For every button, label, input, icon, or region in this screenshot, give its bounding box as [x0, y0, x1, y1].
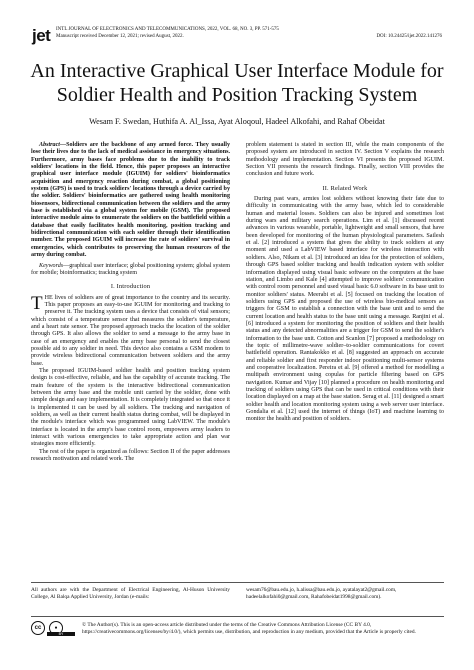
intro-paragraph-1 [31, 292, 230, 368]
keywords-text: graphical user interface; global positioning system; global system for mobile; bioinformatics; tracking system [31, 262, 230, 276]
journal-logo [32, 26, 50, 46]
intro-paragraph-2: The proposed IGUIM-based soldier health and position tracking system design is cost-effective, reliable, and has the capability of accurate tracking. The main feature of the system is the interactive bidirectional communication between the army base and the mobile unit carried by the soldier, done with simple design and easy implementation. It is completely integrated so that once it is implemented it can be used by all soldiers. The tracking and navigation of soldiers, as well as their current health status during combat, will be displayed in the module's interface which was programmed using LabVIEW. The module's interface is located in the army's base control room, empowers army leaders to interact with various emergencies to take appropriate action and plan war strategies more efficiently. [31, 367, 230, 448]
cc-icon: cc [31, 621, 45, 635]
footnote-divider [31, 582, 444, 583]
intro-paragraph-1-text: HE lives of soldiers are of great importance to the country and its security. This paper proposes an easy-to-use IGUIM for monitoring and tracking to preserve it. The tracking system uses a device that consists of vital sensors; which consist of a temperature sensor that measures the soldier's temperature, and a heart rate sensor. The proposed approach tracks the location of the soldier through GPS. It also allows the soldier to send a message to the army base in case of an emergency and enables the army base personal to send the closest possible aid to any soldier in need. This device also contains a GSM modem to provide wireless bidirectional communication between soldiers and the army base. [31, 294, 230, 367]
journal-line: INTL JOURNAL OF ELECTRONICS AND TELECOMMUNICATIONS, 2022, VOL. 68, NO. 3, PP. 571-575 [56, 27, 279, 32]
keywords: Keywords—graphical user interface; global positioning system; global system for mobile; bioinformatics; tracking system [31, 262, 230, 276]
keywords-label: Keywords [39, 262, 64, 269]
doi: DOI: 10.24425/ijet.2022.141276 [376, 34, 442, 39]
intro-paragraph-3: The rest of the paper is organized as follows: Section II of the paper addresses research motivation and related work. The [31, 448, 230, 463]
section-heading-introduction: I. Introduction [110, 283, 151, 291]
paper-title: An Interactive Graphical User Interface Module for Soldier Health and Position Tracking System [30, 60, 444, 106]
related-work-paragraph: During past wars, armies lost soldiers without knowing their fate due to difficulty in communicating with the army base, which led to considerable human and material losses. Soldiers can also be injured and sometimes lost during wars and military search operations. Lim et al. [1] discussed recent advances in various wearable, portable, lightweight and small sensors, that have been developed for monitoring of the human physiological parameters. Sailesh et al. [2] introduced a system that gives the ability to track soldiers at any moment and used a LabVIEW based interface for wireless interaction with soldiers. Also, Nikam et al. [3] introduced an idea for the protection of soldiers, through GPS based soldier tracking and health indication system with soldier information displayed using visual basic software on the computers at the base station, and Limbo and Kale [4] attempted to improve soldiers' communication with control room personnel and used visual basic 6.0 software in its base unit to monitor soldiers' status. Meerabi et al. [5] focused on tracking the location of soldiers using GPS and proposed the use of wireless bio-medical sensors as triggers for GSM to establish a connection with the base unit and to send the current location and health status to the base unit using a message. Ranjini et al. [6] introduced a system for monitoring the position of soldiers and their health status and any detected abnormalities are a trigger for GSM to send the soldier's information to the base unit. Cotton and Scanlon [7] proposed a methodology on the topic of millimetre-wave soldier–to-soldier communications for covert battlefield operation. Rantakokko et al. [8] suggested an approach on accurate and reliable soldier and first responder indoor positioning multi-sensor systems and cooperative localization. Pereira et al. [9] offered a method for modelling a multipath environment using copulas for particle filtering based on GPS navigation. Kumar and Vijay [10] planned a procedure on health monitoring and tracking of soldiers using GPS that can be used in critical conditions with their location displayed on a map at the base station. Serag et al. [11] designed a smart soldier health and location monitoring system using a web server user interface. Gondalia et al. [12] used the internet of things (IoT) and machine learning to monitor the health and position of soldiers. [246, 196, 444, 423]
abstract-label: Abstract [39, 142, 60, 148]
page-header [32, 26, 442, 50]
author-list: Wesam F. Swedan, Huthifa A. Al_Issa, Ayat Aloqoul, Hadeel Alkofahi, and Rahaf Obeidat [89, 117, 385, 126]
right-column [246, 142, 444, 424]
section-heading-related-work: II. Related Work [322, 184, 368, 192]
left-column [31, 142, 230, 463]
manuscript-line: Manuscript received December 12, 2021; revised August, 2022. [56, 34, 184, 39]
intro-continued-paragraph: problem statement is stated in section III, while the main components of the proposed system are introduced in section IV. Section V explains the research methodology and implementation. Section VI presents the proposed IGUIM. Section VII presents the research findings. Finally, section VIII provides the conclusion and future work. [246, 142, 444, 178]
by-label: BY [47, 632, 75, 636]
author-emails: wesam76@bau.edu.jo, h.alissa@bau.edu.jo, ayatalayat2@gmail.com, hadeelalkofahi0@gmail.com, Rahafobeidat1998@gmail.com). [246, 587, 397, 600]
license-text: © The Author(s). This is an open-access article distributed under the terms of the Creative Commons Attribution License (CC BY 4.0, https://creativecommons.org/licenses/by/4.0/), which permits use, distribution, and reproduction in any medium, provided that the Article is properly cited. [82, 622, 416, 635]
abstract: Abstract—Soldiers are the backbone of any armed force. They usually lose their lives due to the lack of medical assistance in emergency situations. Furthermore, army bases face problems due to the inability to track soldiers' locations in the field. Hence, this paper proposes an interactive graphical user interface module (IGUIM) for soldiers' bioinformatics acquisition and emergency reaction during combat, a global positioning system (GPS) is used to track soldiers' locations through a device carried by the soldier. Soldiers' bioinformatics are gathered using health monitoring biosensors, bidirectional communication between the soldiers and the army base is established via a global system for mobile (GSM). The proposed interactive module aims to enumerate the soldiers on the battlefield within a database that easily facilitates health monitoring, position tracking and bidirectional communication with each soldier through their identification number. The proposed IGUIM will increase the rate of soldiers' survival in emergencies, which contributes to preserving the human resources of the army during combat. [31, 142, 230, 259]
license-divider [31, 616, 444, 617]
attribution-icon: ● [49, 621, 63, 635]
cc-by-badge[interactable] [31, 621, 75, 635]
journal-logo-text: jet [32, 26, 51, 45]
affiliation-footnote: All authors are with the Department of Electrical Engineering, Al-Huson University College, Al Balqa Applied University, Jordan (e-mails: [31, 587, 230, 600]
drop-cap: T [31, 292, 43, 314]
abstract-text: Soldiers are the backbone of any armed force. They usually lose their lives due to the lack of medical assistance in emergency situations. Furthermore, army bases face problems due to the inability to track soldiers' locations in the field. Hence, this paper proposes an interactive graphical user interface module (IGUIM) for soldiers' bioinformatics acquisition and emergency reaction during combat, a global positioning system (GPS) is used to track soldiers' locations through a device carried by the soldier. Soldiers' bioinformatics are gathered using health monitoring biosensors, bidirectional communication between the soldiers and the army base is established via a global system for mobile (GSM). The proposed interactive module aims to enumerate the soldiers on the battlefield within a database that easily facilitates health monitoring, position tracking and bidirectional communication with each soldier through their identification number. The proposed IGUIM will increase the rate of soldiers' survival in emergencies, which contributes to preserving the human resources of the army during combat. [31, 142, 230, 259]
